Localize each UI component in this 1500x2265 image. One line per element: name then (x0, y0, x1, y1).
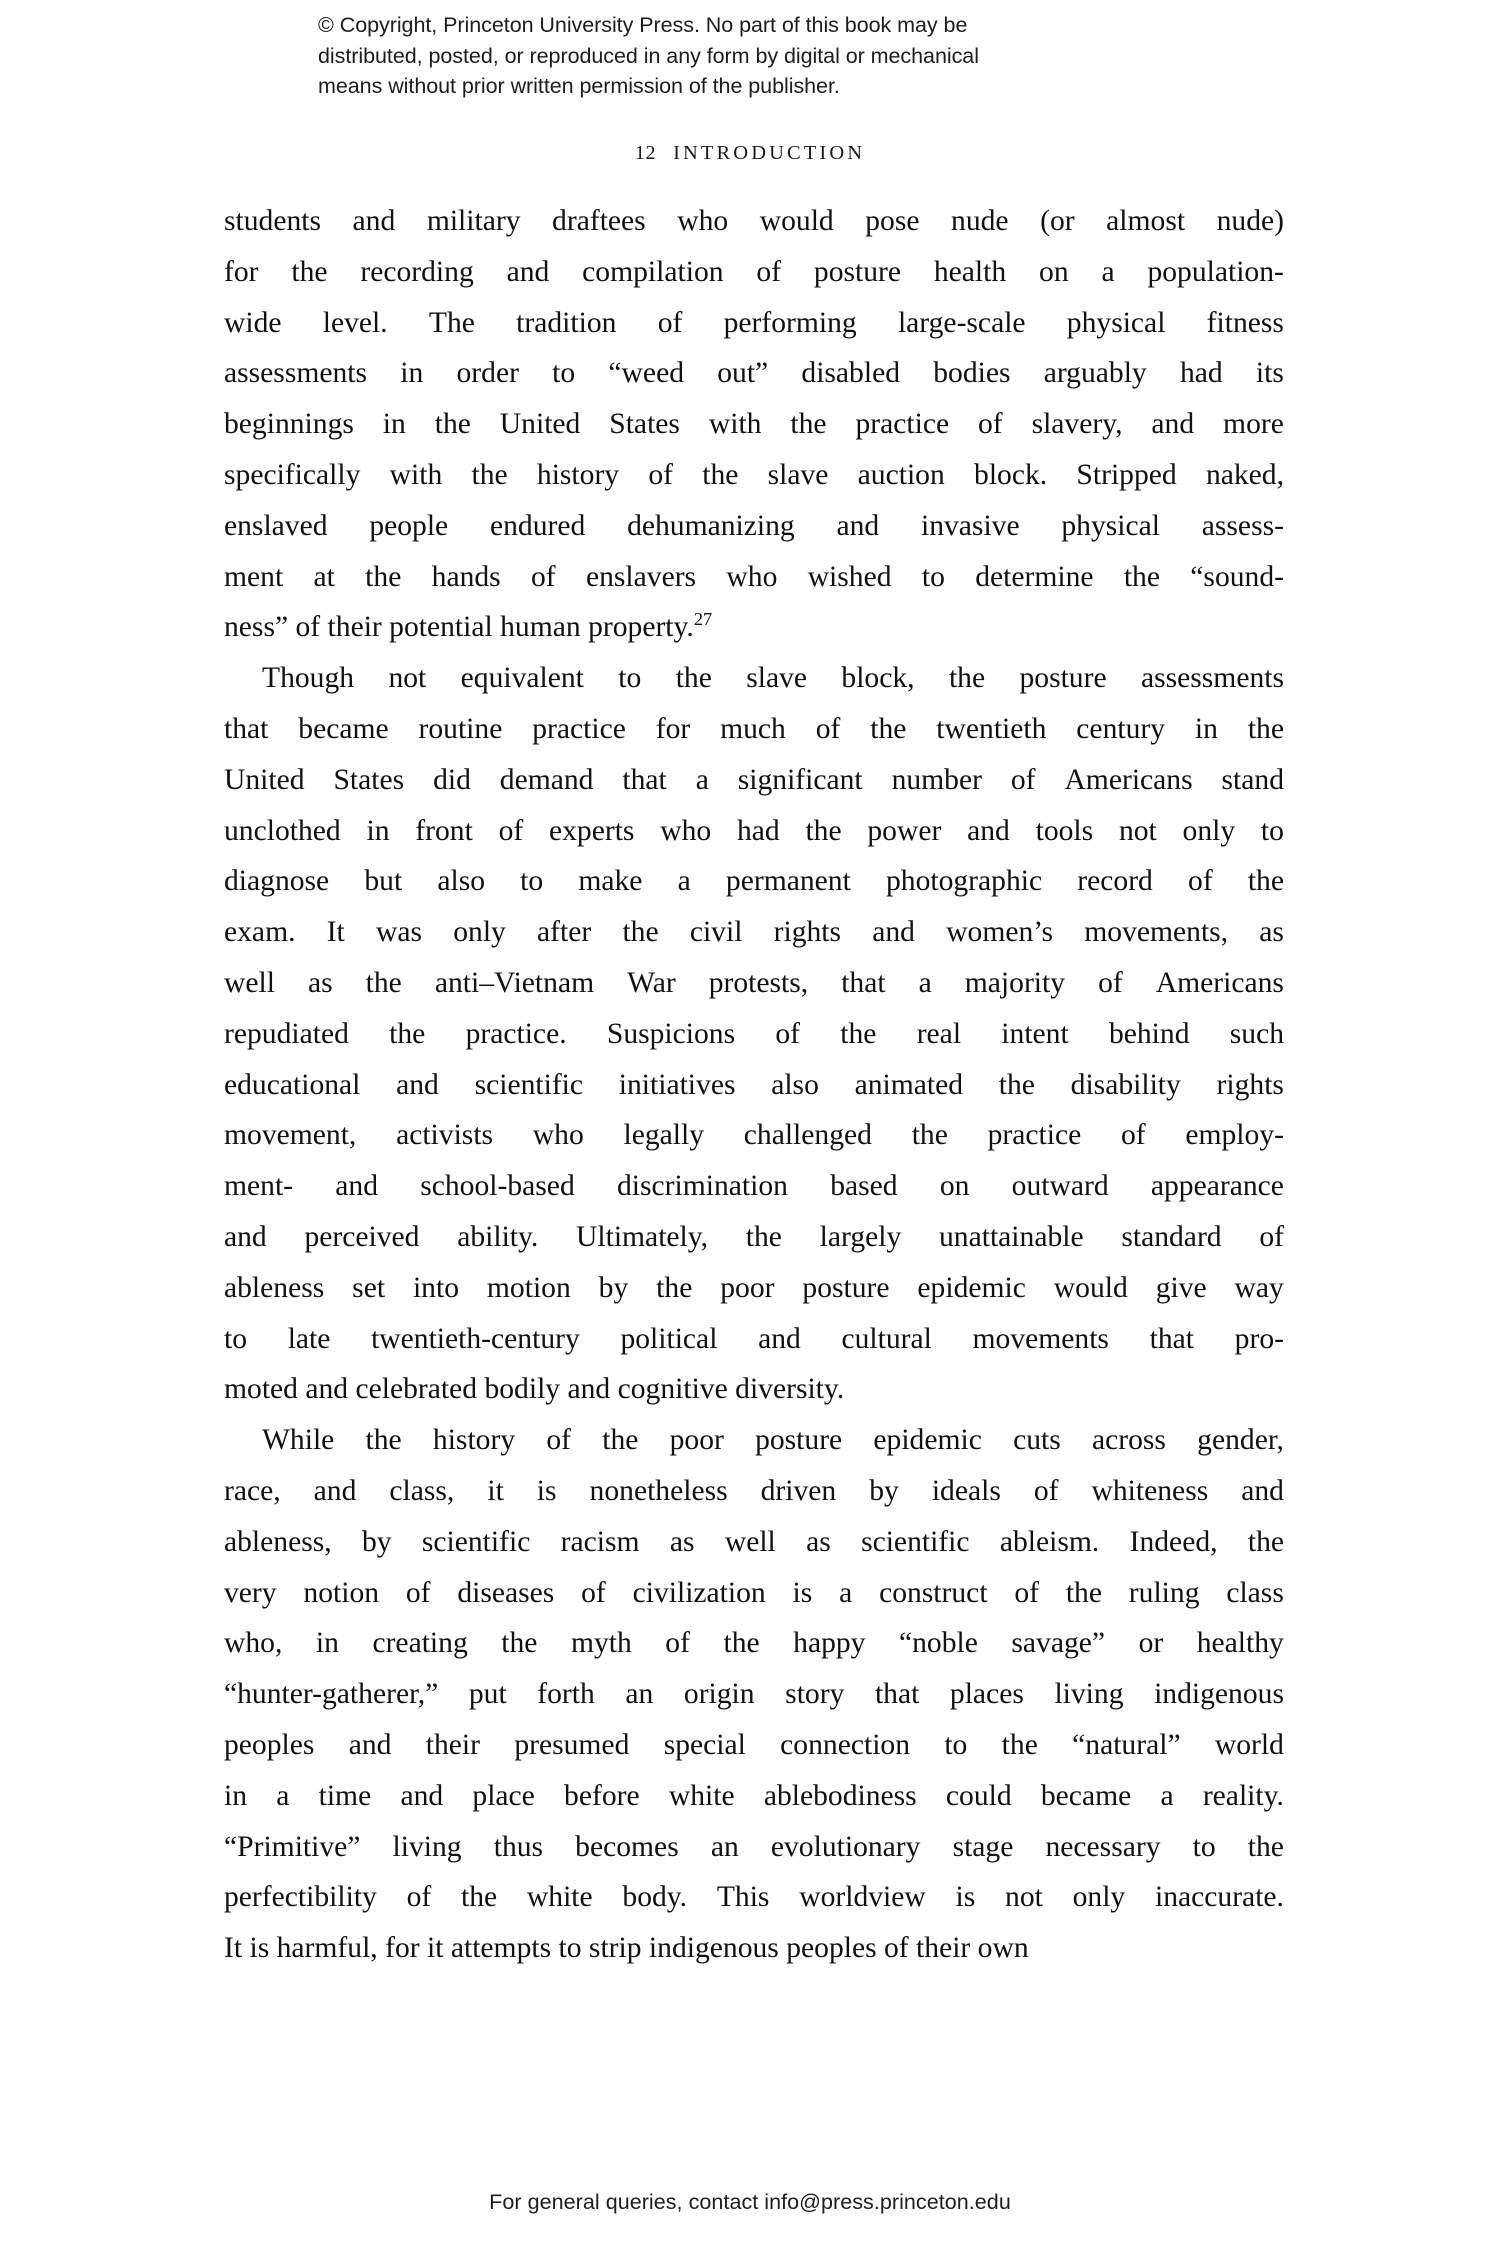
text-line: movement, activists who legally challenged the practice of employ- (224, 1119, 1284, 1152)
text-line: exam. It was only after the civil rights and women’s movements, as (224, 916, 1284, 949)
footnote-marker[interactable]: 27 (693, 609, 713, 630)
text-line: It is harmful, for it attempts to strip indigenous peoples of their own (224, 1932, 1029, 1965)
text-line: ment- and school-based discrimination based on outward appearance (224, 1170, 1284, 1203)
text-line: educational and scientific initiatives also animated the disability rights (224, 1068, 1284, 1101)
paragraph (224, 653, 1284, 1415)
text-line: beginnings in the United States with the practice of slavery, and more (224, 408, 1284, 441)
text-line: wide level. The tradition of performing large-scale physical fitness (224, 306, 1284, 339)
copyright-notice-line-3: means without prior written permission of the publisher. (318, 74, 840, 98)
running-head (0, 142, 1500, 165)
text-line: that became routine practice for much of the twentieth century in the (224, 712, 1284, 745)
text-line: While the history of the poor posture epidemic cuts across gender, (262, 1424, 1284, 1457)
text-line: to late twentieth-century political and cultural movements that pro- (224, 1322, 1284, 1355)
copyright-notice-line-1: © Copyright, Princeton University Press. No part of this book may be (318, 13, 968, 37)
text-line: diagnose but also to make a permanent photographic record of the (224, 865, 1284, 898)
text-line: assessments in order to “weed out” disabled bodies arguably had its (224, 357, 1284, 390)
text-line: repudiated the practice. Suspicions of the real intent behind such (224, 1017, 1284, 1050)
text-line: who, in creating the myth of the happy “noble savage” or healthy (224, 1627, 1284, 1660)
page-number: 12 (634, 142, 657, 164)
text-line: in a time and place before white ablebodiness could became a reality. (224, 1779, 1284, 1812)
paragraph (224, 196, 1284, 653)
text-line: ableness set into motion by the poor posture epidemic would give way (224, 1271, 1284, 1304)
text-line: United States did demand that a significant number of Americans stand (224, 763, 1284, 796)
copyright-notice-line-2: distributed, posted, or reproduced in any form by digital or mechanical (318, 43, 979, 68)
text-line: peoples and their presumed special connection to the “natural” world (224, 1728, 1284, 1761)
text-line: “hunter-gatherer,” put forth an origin story that places living indigenous (224, 1678, 1284, 1711)
text-line: moted and celebrated bodily and cognitive diversity. (224, 1373, 845, 1406)
text-line: unclothed in front of experts who had the power and tools not only to (224, 814, 1284, 847)
text-line: Though not equivalent to the slave block, the posture assessments (262, 662, 1284, 695)
text-line: ment at the hands of enslavers who wished to determine the “sound- (224, 560, 1284, 593)
text-line: for the recording and compilation of posture health on a population- (224, 255, 1284, 288)
text-line: enslaved people endured dehumanizing and invasive physical assess- (224, 509, 1284, 542)
text-line: specifically with the history of the slave auction block. Stripped naked, (224, 458, 1284, 491)
footer-queries: For general queries, contact info@press.princeton.edu (489, 2190, 1011, 2214)
body-text (224, 196, 1284, 1974)
text-line: students and military draftees who would pose nude (or almost nude) (224, 205, 1284, 237)
text-line: “Primitive” living thus becomes an evolutionary stage necessary to the (224, 1830, 1284, 1863)
text-line: race, and class, it is nonetheless driven by ideals of whiteness and (224, 1474, 1284, 1507)
text-line: well as the anti–Vietnam War protests, that a majority of Americans (224, 966, 1284, 999)
text-line: perfectibility of the white body. This worldview is not only inaccurate. (224, 1881, 1284, 1914)
text-line: ness” of their potential human property.$^{27}$ (224, 609, 713, 644)
paragraph (224, 1415, 1284, 1974)
text-line: and perceived ability. Ultimately, the largely unattainable standard of (224, 1220, 1284, 1253)
copyright-notice (318, 10, 1018, 102)
text-line: very notion of diseases of civilization is a construct of the ruling class (224, 1576, 1284, 1609)
text-line: ableness, by scientific racism as well as scientific ableism. Indeed, the (224, 1525, 1284, 1558)
chapter-title: INTRODUCTION (673, 142, 866, 164)
